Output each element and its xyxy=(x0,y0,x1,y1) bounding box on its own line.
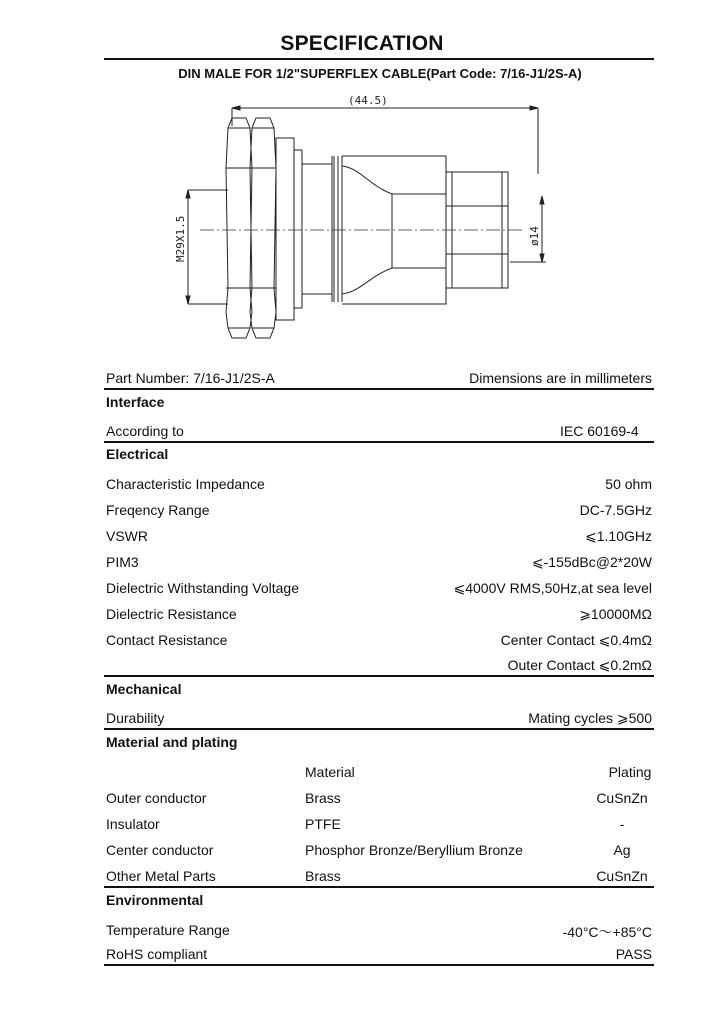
electrical-label: Dielectric Withstanding Voltage xyxy=(106,580,299,596)
dim-thread-label: M29X1.5 xyxy=(174,215,187,262)
material-heading: Material and plating xyxy=(106,734,238,750)
material-rule xyxy=(104,886,654,888)
material-row-material: Phosphor Bronze/Beryllium Bronze xyxy=(305,842,523,858)
electrical-value: Center Contact ⩽0.4mΩ xyxy=(500,632,652,648)
material-column-header: Material xyxy=(305,764,355,780)
electrical-value: DC-7.5GHz xyxy=(579,502,652,518)
dim-diameter-label: ø14 xyxy=(528,226,541,246)
electrical-value: 50 ohm xyxy=(605,476,652,492)
electrical-heading: Electrical xyxy=(106,446,169,462)
interface-label: According to xyxy=(106,423,184,439)
flange xyxy=(276,138,294,320)
material-row-part: Other Metal Parts xyxy=(106,868,216,884)
electrical-value: ⩽4000V RMS,50Hz,at sea level xyxy=(453,580,652,596)
electrical-label: Contact Resistance xyxy=(106,632,228,648)
interface-rule xyxy=(104,441,654,443)
temperature-label: Temperature Range xyxy=(106,922,230,938)
electrical-value: ⩽-155dBc@2*20W xyxy=(531,554,652,570)
material-row-material: Brass xyxy=(305,868,341,884)
material-row-plating: - xyxy=(619,816,625,832)
units-note: Dimensions are in millimeters xyxy=(469,370,652,386)
durability-value: Mating cycles ⩾500 xyxy=(528,710,652,726)
material-row-plating: Ag xyxy=(613,842,631,858)
page-subtitle: DIN MALE FOR 1/2"SUPERFLEX CABLE(Part Code: 7/16-J1/2S-A) xyxy=(178,66,582,81)
material-row-plating: CuSnZn xyxy=(596,868,648,884)
plating-column-header: Plating xyxy=(608,764,652,780)
mechanical-heading: Mechanical xyxy=(106,681,182,697)
mechanical-rule xyxy=(104,728,654,730)
material-row-part: Center conductor xyxy=(106,842,214,858)
electrical-label: Freqency Range xyxy=(106,502,210,518)
connector-drawing xyxy=(160,86,560,346)
dim-length-label: (44.5) xyxy=(348,94,388,107)
interface-heading: Interface xyxy=(106,394,165,410)
temperature-value: -40°C〜+85°C xyxy=(562,924,652,940)
electrical-label: Dielectric Resistance xyxy=(106,606,237,622)
material-row-material: PTFE xyxy=(305,816,341,832)
electrical-label: Characteristic Impedance xyxy=(106,476,265,492)
page-title: SPECIFICATION xyxy=(280,32,444,55)
durability-label: Durability xyxy=(106,710,165,726)
electrical-value: Outer Contact ⩽0.2mΩ xyxy=(507,657,652,673)
electrical-label: VSWR xyxy=(106,528,148,544)
title-rule xyxy=(104,58,654,60)
electrical-label: PIM3 xyxy=(106,554,139,570)
environmental-heading: Environmental xyxy=(106,892,204,908)
material-row-material: Brass xyxy=(305,790,341,806)
material-row-plating: CuSnZn xyxy=(596,790,648,806)
material-row-part: Outer conductor xyxy=(106,790,207,806)
electrical-value: ⩽1.10GHz xyxy=(585,528,652,544)
part-number: Part Number: 7/16-J1/2S-A xyxy=(106,370,275,386)
rohs-value: PASS xyxy=(615,946,652,962)
electrical-value: ⩾10000MΩ xyxy=(579,606,652,622)
hex-nut-right xyxy=(250,118,276,338)
electrical-rule xyxy=(104,675,654,677)
interface-value: IEC 60169-4 xyxy=(560,423,639,439)
hex-nut-left xyxy=(226,118,252,338)
header-rule xyxy=(104,388,654,390)
rohs-label: RoHS compliant xyxy=(106,946,208,962)
footer-rule xyxy=(104,964,654,966)
material-row-part: Insulator xyxy=(106,816,160,832)
